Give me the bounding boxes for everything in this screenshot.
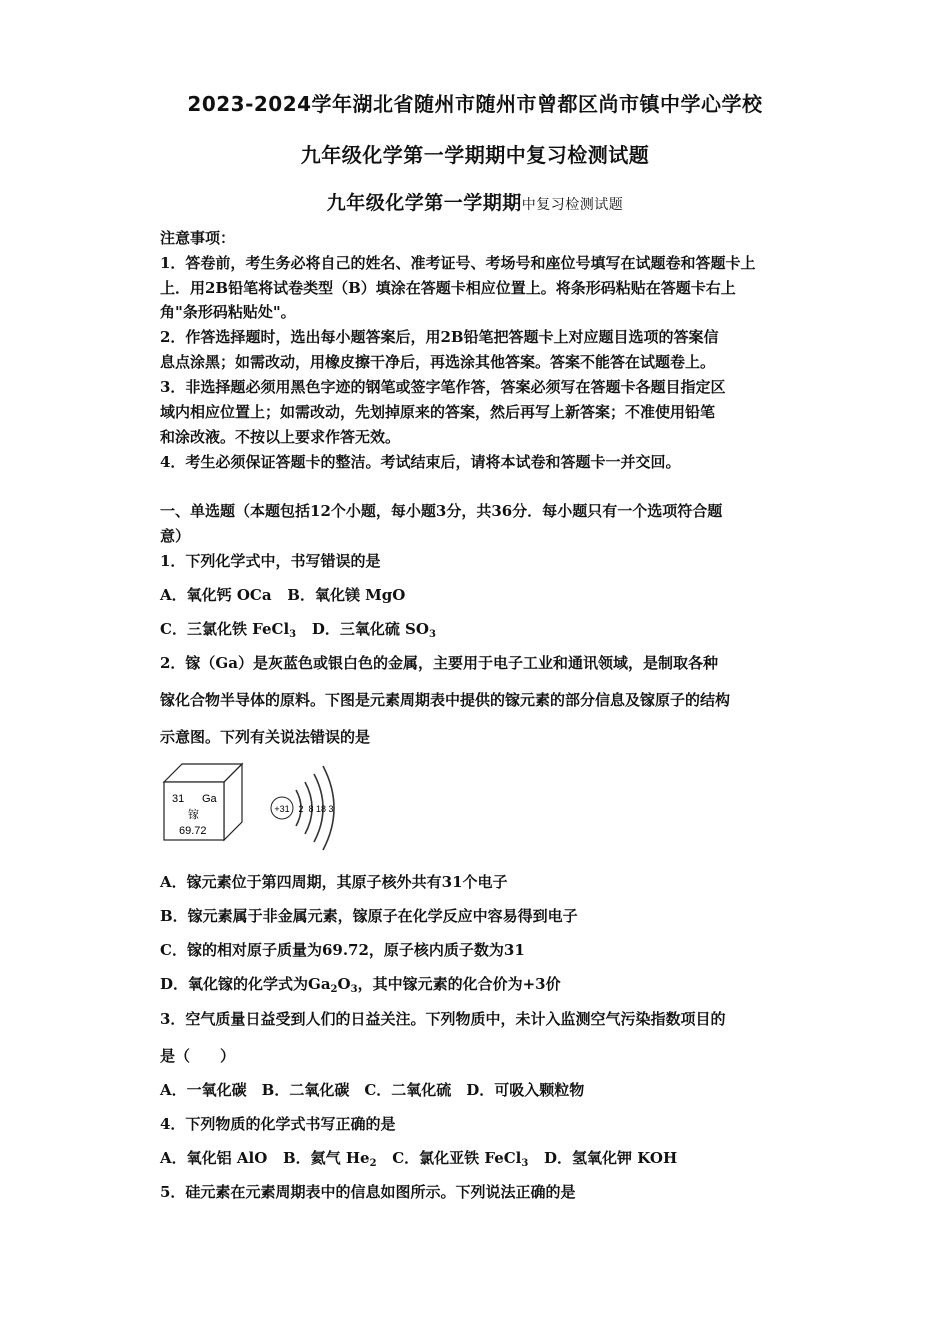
q2-option-b: B．镓元素属于非金属元素，镓原子在化学反应中容易得到电子 <box>160 907 578 925</box>
q2-d-subscript-1: 2 <box>330 984 338 995</box>
q1-option-c <box>160 620 296 638</box>
nucleus-charge: +31 <box>274 804 290 814</box>
q4-c-text: C．氯化亚铁 FeCl <box>392 1149 522 1167</box>
element-number: 31 <box>172 793 185 805</box>
notice-line: 息点涂黑；如需改动，用橡皮擦干净后，再选涂其他答案。答案不能答在试题卷上。 <box>160 353 716 371</box>
q4-options <box>160 1148 677 1168</box>
exam-title-line1: 2023-2024学年湖北省随州市随州市曾都区尚市镇中学心学校 <box>187 92 763 116</box>
q4-b-subscript: 2 <box>369 1158 377 1169</box>
notice-line: 3．非选择题必须用黑色字迹的钢笔或签字笔作答，答案必须写在答题卡各题目指定区 <box>160 378 726 396</box>
shell-electron-count: 3 <box>328 804 334 814</box>
q1-option-a: A．氧化钙 OCa <box>160 586 272 604</box>
q1-option-b: B．氧化镁 MgO <box>287 586 406 604</box>
q2-option-a: A．镓元素位于第四周期，其原子核外共有31个电子 <box>160 873 508 891</box>
element-symbol: Ga <box>202 793 217 805</box>
notice-line: 域内相应位置上；如需改动，先划掉原来的答案，然后再写上新答案；不准使用铅笔 <box>160 403 716 421</box>
atom-structure-diagram <box>271 766 334 850</box>
q4-option-c <box>392 1149 528 1167</box>
q2-d-text-3: ，其中镓元素的化合价为+3价 <box>357 975 561 993</box>
shell-electron-count: 8 <box>308 804 314 814</box>
q3-stem-2: 是（ ） <box>160 1047 236 1065</box>
q1-d-subscript: 3 <box>428 629 436 640</box>
q1-options-ab <box>160 585 405 605</box>
q4-option-a: A．氧化铝 AlO <box>160 1149 268 1167</box>
q3-stem-1: 3．空气质量日益受到人们的日益关注。下列物质中，未计入监测空气污染指数项目的 <box>160 1010 726 1028</box>
q2-d-text-1: D．氧化镓的化学式为Ga <box>160 975 331 993</box>
subtitle-main: 九年级化学第一学期期 <box>326 192 522 214</box>
q5-stem: 5．硅元素在元素周期表中的信息如图所示。下列说法正确的是 <box>160 1183 576 1201</box>
section-heading: 一、单选题（本题包括12个小题，每小题3分，共36分．每小题只有一个选项符合题 <box>160 502 723 520</box>
q4-c-subscript: 3 <box>521 1158 529 1169</box>
q2-d-text-2: O <box>337 975 351 993</box>
q1-c-subscript: 3 <box>289 629 297 640</box>
q4-option-d: D．氢氧化钾 KOH <box>544 1149 678 1167</box>
q2-stem-3: 示意图。下列有关说法错误的是 <box>160 728 371 746</box>
q2-option-c: C．镓的相对原子质量为69.72，原子核内质子数为31 <box>160 941 525 959</box>
q1-option-d <box>312 620 436 638</box>
q1-d-text: D．三氧化硫 SO <box>311 620 429 638</box>
q2-stem-1: 2．镓（Ga）是灰蓝色或银白色的金属，主要用于电子工业和通讯领域，是制取各种 <box>160 654 718 672</box>
element-card <box>164 764 242 840</box>
q4-b-text: B．氦气 He <box>282 1149 370 1167</box>
element-mass: 69.72 <box>179 825 207 837</box>
notice-line: 1．答卷前，考生务必将自己的姓名、准考证号、考场号和座位号填写在试题卷和答题卡上 <box>160 254 756 272</box>
gallium-figure <box>162 760 352 865</box>
q4-stem: 4．下列物质的化学式书写正确的是 <box>160 1115 396 1133</box>
exam-subtitle <box>0 188 950 215</box>
shell-electron-count: 2 <box>298 804 304 814</box>
q2-option-d <box>160 974 561 994</box>
subtitle-tail: 中复习检测试题 <box>521 197 624 213</box>
q1-c-text: C．三氯化铁 FeCl <box>160 620 290 638</box>
element-name: 镓 <box>188 808 199 821</box>
notice-line: 上．用2B铅笔将试卷类型（B）填涂在答题卡相应位置上。将条形码粘贴在答题卡右上 <box>160 279 736 297</box>
notice-line: 角"条形码粘贴处"。 <box>160 303 296 321</box>
notice-line: 4．考生必须保证答题卡的整洁。考试结束后，请将本试卷和答题卡一并交回。 <box>160 453 681 471</box>
exam-title-line2: 九年级化学第一学期期中复习检测试题 <box>300 143 650 167</box>
q2-d-subscript-2: 3 <box>350 984 358 995</box>
q1-options-cd <box>160 619 436 639</box>
shell-electron-count: 18 <box>315 804 327 814</box>
q2-stem-2: 镓化合物半导体的原料。下图是元素周期表中提供的镓元素的部分信息及镓原子的结构 <box>160 691 731 709</box>
section-heading-cont: 意） <box>160 527 191 545</box>
notice-line: 2．作答选择题时，选出每小题答案后，用2B铅笔把答题卡上对应题目选项的答案信 <box>160 328 719 346</box>
q1-stem: 1．下列化学式中，书写错误的是 <box>160 552 381 570</box>
notice-line: 和涂改液。不按以上要求作答无效。 <box>160 428 401 446</box>
notice-heading: 注意事项： <box>160 229 236 247</box>
q3-options: A．一氧化碳 B．二氧化碳 C．二氧化硫 D．可吸入颗粒物 <box>160 1081 585 1099</box>
q4-option-b <box>283 1149 377 1167</box>
